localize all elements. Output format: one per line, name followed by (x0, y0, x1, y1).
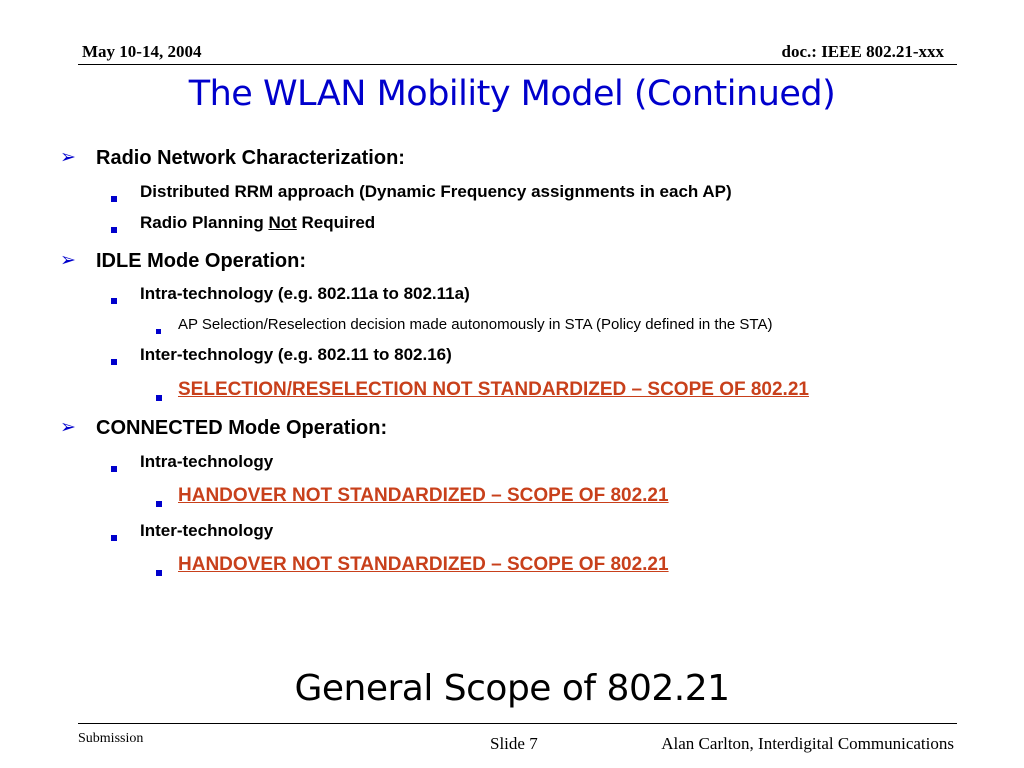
general-scope-caption: General Scope of 802.21 (294, 668, 730, 709)
radio-planning-pre: Radio Planning (140, 213, 269, 232)
arrow-bullet-icon: ➢ (60, 250, 76, 271)
square-bullet-icon (111, 528, 117, 546)
square-bullet-icon (156, 563, 162, 581)
arrow-bullet-icon: ➢ (60, 417, 76, 438)
footer-author: Alan Carlton, Interdigital Communications (661, 734, 954, 753)
bullet-idle-mode: IDLE Mode Operation: (96, 250, 306, 272)
bullet-radio-network: Radio Network Characterization: (96, 147, 405, 169)
square-bullet-icon (156, 494, 162, 512)
bullet-inter-tech-connected: Inter-technology (140, 521, 274, 540)
header-date: May 10-14, 2004 (82, 42, 202, 61)
bullet-ap-selection: AP Selection/Reselection decision made autonomously in STA (Policy defined in the STA) (178, 316, 773, 333)
radio-planning-not: Not (268, 213, 297, 232)
square-bullet-icon (111, 220, 117, 238)
small-square-bullet-icon (156, 321, 161, 339)
square-bullet-icon (111, 189, 117, 207)
header-doc-id: doc.: IEEE 802.21-xxx (781, 42, 944, 61)
footer-divider (78, 723, 957, 724)
square-bullet-icon (111, 291, 117, 309)
bullet-connected-mode: CONNECTED Mode Operation: (96, 417, 388, 439)
bullet-intra-tech-idle: Intra-technology (e.g. 802.11a to 802.11a) (140, 284, 470, 303)
square-bullet-icon (111, 459, 117, 477)
square-bullet-icon (111, 352, 117, 370)
bullet-selection-not-standardized: SELECTION/RESELECTION NOT STANDARDIZED – SCOPE OF 802.21 (178, 379, 809, 400)
bullet-distributed-rrm: Distributed RRM approach (Dynamic Frequency assignments in each AP) (140, 182, 732, 201)
footer-submission: Submission (78, 731, 144, 746)
slide-title: The WLAN Mobility Model (Continued) (188, 74, 836, 114)
bullet-inter-tech-idle: Inter-technology (e.g. 802.11 to 802.16) (140, 345, 452, 364)
bullet-handover-intra: HANDOVER NOT STANDARDIZED – SCOPE OF 802.21 (178, 485, 669, 506)
bullet-handover-inter: HANDOVER NOT STANDARDIZED – SCOPE OF 802.21 (178, 554, 669, 575)
arrow-bullet-icon: ➢ (60, 147, 76, 168)
footer-slide-number: Slide 7 (490, 734, 538, 753)
bullet-radio-planning (140, 213, 375, 233)
bullet-intra-tech-connected: Intra-technology (140, 452, 274, 471)
square-bullet-icon (156, 388, 162, 406)
radio-planning-post: Required (296, 213, 376, 232)
